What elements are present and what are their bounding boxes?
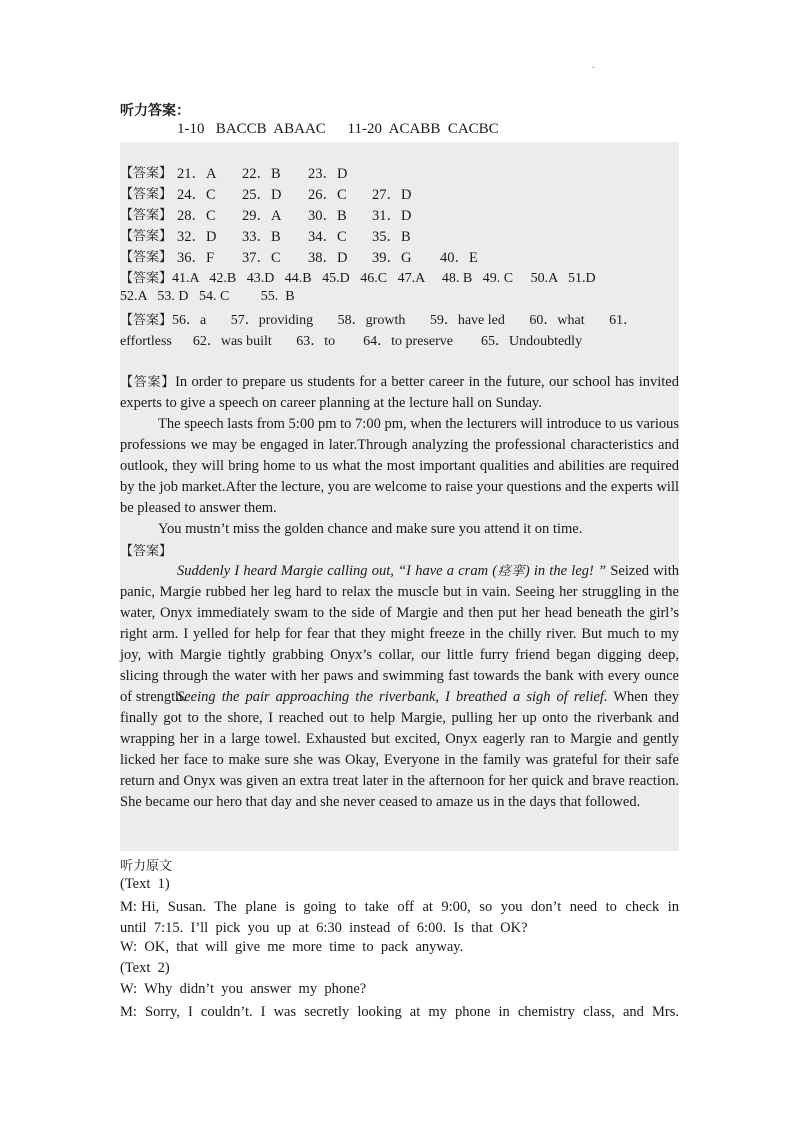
answer-item: 38．D [308, 250, 348, 266]
answer-row [120, 225, 411, 245]
listening-key-range2: 11-20 ACABB CACBC [347, 121, 499, 137]
page-marker: - [592, 62, 596, 73]
answer-item: 32．D [177, 229, 217, 245]
answer-item: 39．G [372, 250, 412, 266]
writing1-p3: You mustn’t miss the golden chance and make sure you attend it on time. [158, 521, 583, 537]
listening-key-line [177, 121, 517, 138]
writing2-body2: When they finally got to the shore, I reached out to help Margie, pulling her up onto the riverbank and wrapping her in a large towel. Exhausted but excited, Onyx eagerly ran to Margie and gently licked her face to make sure she was Okay, Everyone in the family was grateful for their safe return and Onyx was given an extra treat later in the afternoon for her quick and brave reaction. She became our hero that day and she never ceased to amaze us in the days that followed. [120, 689, 679, 810]
answer-item: 34．C [308, 229, 347, 245]
writing1-paragraph3 [120, 519, 679, 540]
answer-item: 25．D [242, 187, 282, 203]
answer-item: 23．D [308, 166, 348, 182]
answer-item: 22．B [242, 166, 281, 182]
answer-label: 【答案】 [120, 271, 173, 286]
answer-row [120, 162, 348, 182]
answer-label: 【答案】 [120, 250, 173, 265]
answer-row [120, 204, 412, 224]
transcript-title: 听力原文 [120, 859, 173, 874]
writing1-paragraph2 [120, 414, 679, 519]
transcript-w1: W: OK, that will give me more time to pack anyway. [120, 939, 464, 955]
cloze-line1: 41.A 42.B 43.D 44.B 45.D 46.C 47.A 48. B 49. C 50.A 51.D [172, 271, 596, 286]
listening-answers-title: 听力答案： [120, 103, 190, 119]
answer-item: 28．C [177, 208, 216, 224]
grammar-answers-line2 [120, 330, 582, 350]
transcript-m2: M: Sorry, I couldn’t. I was secretly looking at my phone in chemistry class, and Mrs. [120, 1004, 679, 1020]
transcript-m1: M: Hi, Susan. The plane is going to take off at 9:00, so you don’t need to check in until 7:15. I’ll pick you up at 6:30 instead of 6:00. Is that OK? [120, 899, 683, 936]
answer-row [120, 246, 478, 266]
answer-item: 24．C [177, 187, 216, 203]
transcript-w2: W: Why didn’t you answer my phone? [120, 981, 367, 997]
answer-item: 29．A [242, 208, 282, 224]
answer-label: 【答案】 [120, 166, 173, 181]
writing2-gloss: 痉挛 [497, 564, 525, 579]
transcript-text2-label: (Text 2) [120, 960, 170, 976]
writing2-paragraph2 [120, 687, 679, 813]
answer-item: 33．B [242, 229, 281, 245]
cloze-answers-line2 [120, 288, 295, 305]
cloze-line2: 52.A 53. D 54. C 55. B [120, 289, 295, 304]
answer-row [120, 183, 412, 203]
writing2-body1: Seized with panic, Margie rubbed her leg hard to relax the muscle but in vain. Seeing her struggling in the water, Onyx immediately swam to the side of Margie and then put her head beneath the girl’s right arm. I yelled for help for fear that they might freeze in the chilly river. But much to my joy, with Margie tightly grabbing Onyx’s collar, our little furry friend began digging deep, slicing through the water with her paws and swimming fast towards the bank with every ounce of strength. [120, 563, 679, 705]
answer-label: 【答案】 [120, 187, 173, 202]
answer-label: 【答案】 [120, 208, 173, 223]
answer-label: 【答案】 [120, 229, 173, 244]
answer-label: 【答案】 [120, 375, 176, 390]
answer-label: 【答案】 [120, 544, 173, 559]
answer-item: 40．E [440, 250, 478, 266]
writing1-p2: The speech lasts from 5:00 pm to 7:00 pm, when the lecturers will introduce to us various professions we may be engaged in later.Through analyzing the professional characteristics and outlook, they will bring home to us what the most important qualities and abilities are required by the job market.After the lecture, you are welcome to raise your questions and the experts will be pleased to answer them. [120, 416, 679, 516]
writing2-opening2: Seeing the pair approaching the riverbank, I breathed a sigh of relief. [177, 689, 608, 705]
writing2-paragraph1 [120, 561, 679, 708]
answer-item: 36．F [177, 250, 215, 266]
transcript-text1-label: (Text 1) [120, 876, 170, 892]
writing1-paragraph1 [120, 372, 679, 414]
answer-item: 26．C [308, 187, 347, 203]
listening-key-range1: 1-10 BACCB ABAAC [177, 121, 326, 137]
writing2-opening-a: Suddenly I heard Margie calling out, “I have a cram ( [177, 563, 498, 579]
answer-item: 35．B [372, 229, 411, 245]
cloze-answers-line1 [120, 267, 596, 287]
answer-item: 21．A [177, 166, 217, 182]
writing1-p1: In order to prepare us students for a better career in the future, our school has invited experts to give a speech on career planning at the lecture hall on Sunday. [120, 374, 679, 411]
writing2-opening-b: ) in the leg! ” [524, 563, 607, 579]
grammar-line2: effortless 62．was built 63．to 64．to preserve 65．Undoubtedly [120, 334, 583, 349]
answer-item: 37．C [242, 250, 281, 266]
grammar-answers-line1 [120, 309, 637, 329]
grammar-line1: 56．a 57．providing 58．growth 59．have led 60．what 61． [172, 313, 638, 328]
answer-item: 27．D [372, 187, 412, 203]
answer-item: 31．D [372, 208, 412, 224]
answer-item: 30．B [308, 208, 347, 224]
writing2-label-row [120, 540, 172, 560]
answer-label: 【答案】 [120, 313, 173, 328]
